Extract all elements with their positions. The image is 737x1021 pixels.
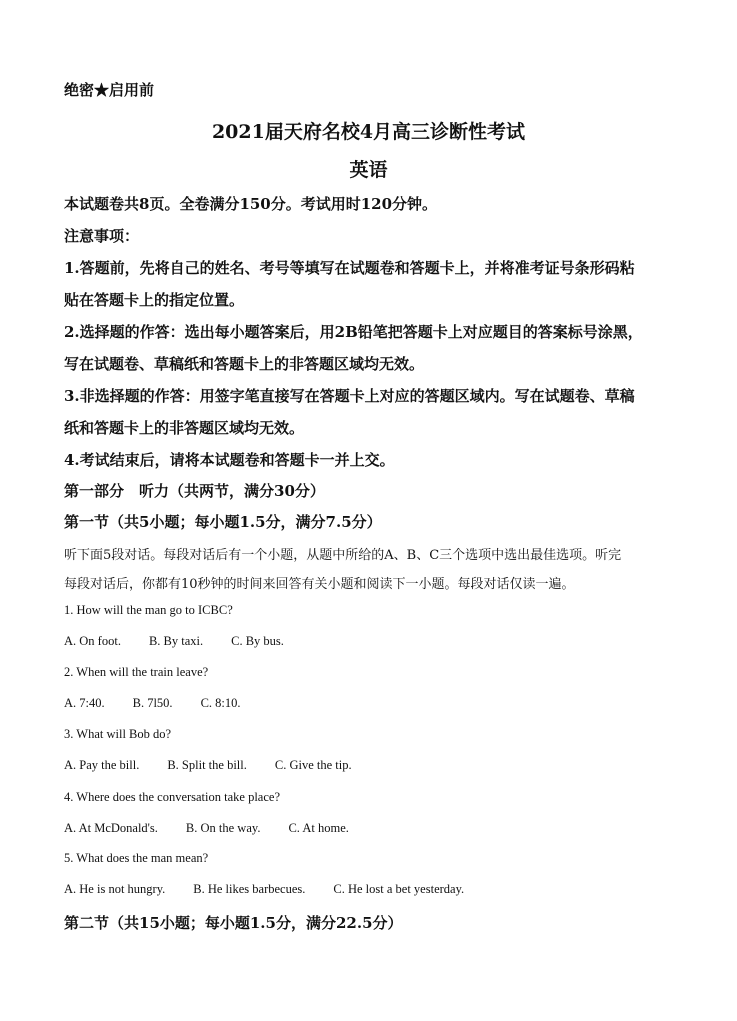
note-2-line-2: 写在试题卷、草稿纸和答题卡上的非答题区域均无效。	[64, 355, 425, 373]
secret-label: 绝密★启用前	[64, 81, 155, 99]
question-4: 4. Where does the conversation take place?	[64, 790, 280, 804]
note-3-line-1: 3.非选择题的作答：用签字笔直接写在答题卡上对应的答题区域内。写在试题卷、草稿	[64, 387, 635, 405]
section1-heading: 第一节（共5小题；每小题1.5分，满分7.5分）	[64, 513, 382, 531]
option-c: C. By bus.	[231, 634, 284, 648]
option-c: C. 8:10.	[200, 696, 241, 710]
note-4-line-1: 4.考试结束后，请将本试题卷和答题卡一并上交。	[64, 451, 395, 469]
part1-heading: 第一部分 听力（共两节，满分30分）	[64, 482, 325, 500]
question-3-options	[64, 758, 352, 773]
question-1-options	[64, 634, 284, 649]
option-c: C. At home.	[288, 821, 349, 835]
question-3: 3. What will Bob do?	[64, 727, 172, 741]
section2-heading: 第二节（共15小题；每小题1.5分，满分22.5分）	[64, 914, 403, 932]
question-2-options	[64, 696, 241, 711]
option-a: A. He is not hungry.	[64, 882, 166, 896]
instructions-line-1: 听下面5段对话。每段对话后有一个小题，从题中所给的A、B、C三个选项中选出最佳选项。听完	[64, 548, 622, 563]
question-5: 5. What does the man mean?	[64, 851, 209, 865]
note-2-line-1: 2.选择题的作答：选出每小题答案后，用2B铅笔把答题卡上对应题目的答案标号涂黑，	[64, 323, 643, 341]
option-a: A. Pay the bill.	[64, 758, 140, 772]
question-5-options	[64, 882, 464, 897]
exam-title: 2021届天府名校4月高三诊断性考试	[211, 121, 526, 143]
question-2: 2. When will the train leave?	[64, 665, 209, 679]
option-b: B. By taxi.	[148, 634, 204, 648]
note-1-line-2: 贴在答题卡上的指定位置。	[64, 291, 245, 309]
question-1: 1. How will the man go to ICBC?	[64, 603, 233, 617]
note-1-line-1: 1.答题前，先将自己的姓名、考号等填写在试题卷和答题卡上，并将准考证号条形码粘	[64, 259, 635, 277]
exam-subject: 英语	[349, 159, 388, 181]
option-a: A. At McDonald's.	[64, 821, 158, 835]
exam-summary: 本试题卷共8页。全卷满分150分。考试用时120分钟。	[64, 195, 438, 213]
option-c: C. He lost a bet yesterday.	[333, 882, 465, 896]
note-3-line-2: 纸和答题卡上的非答题区域均无效。	[64, 419, 305, 437]
question-4-options	[64, 821, 349, 836]
option-b: B. He likes barbecues.	[193, 882, 306, 896]
option-a: A. On foot.	[64, 634, 121, 648]
option-a: A. 7:40.	[64, 696, 105, 710]
option-b: B. On the way.	[185, 821, 261, 835]
option-b: B. Split the bill.	[167, 758, 247, 772]
notes-heading: 注意事项：	[64, 227, 140, 245]
instructions-line-2: 每段对话后，你都有10秒钟的时间来回答有关小题和阅读下一小题。每段对话仅读一遍。	[64, 577, 575, 592]
option-c: C. Give the tip.	[274, 758, 352, 772]
option-b: B. 7l50.	[132, 696, 173, 710]
